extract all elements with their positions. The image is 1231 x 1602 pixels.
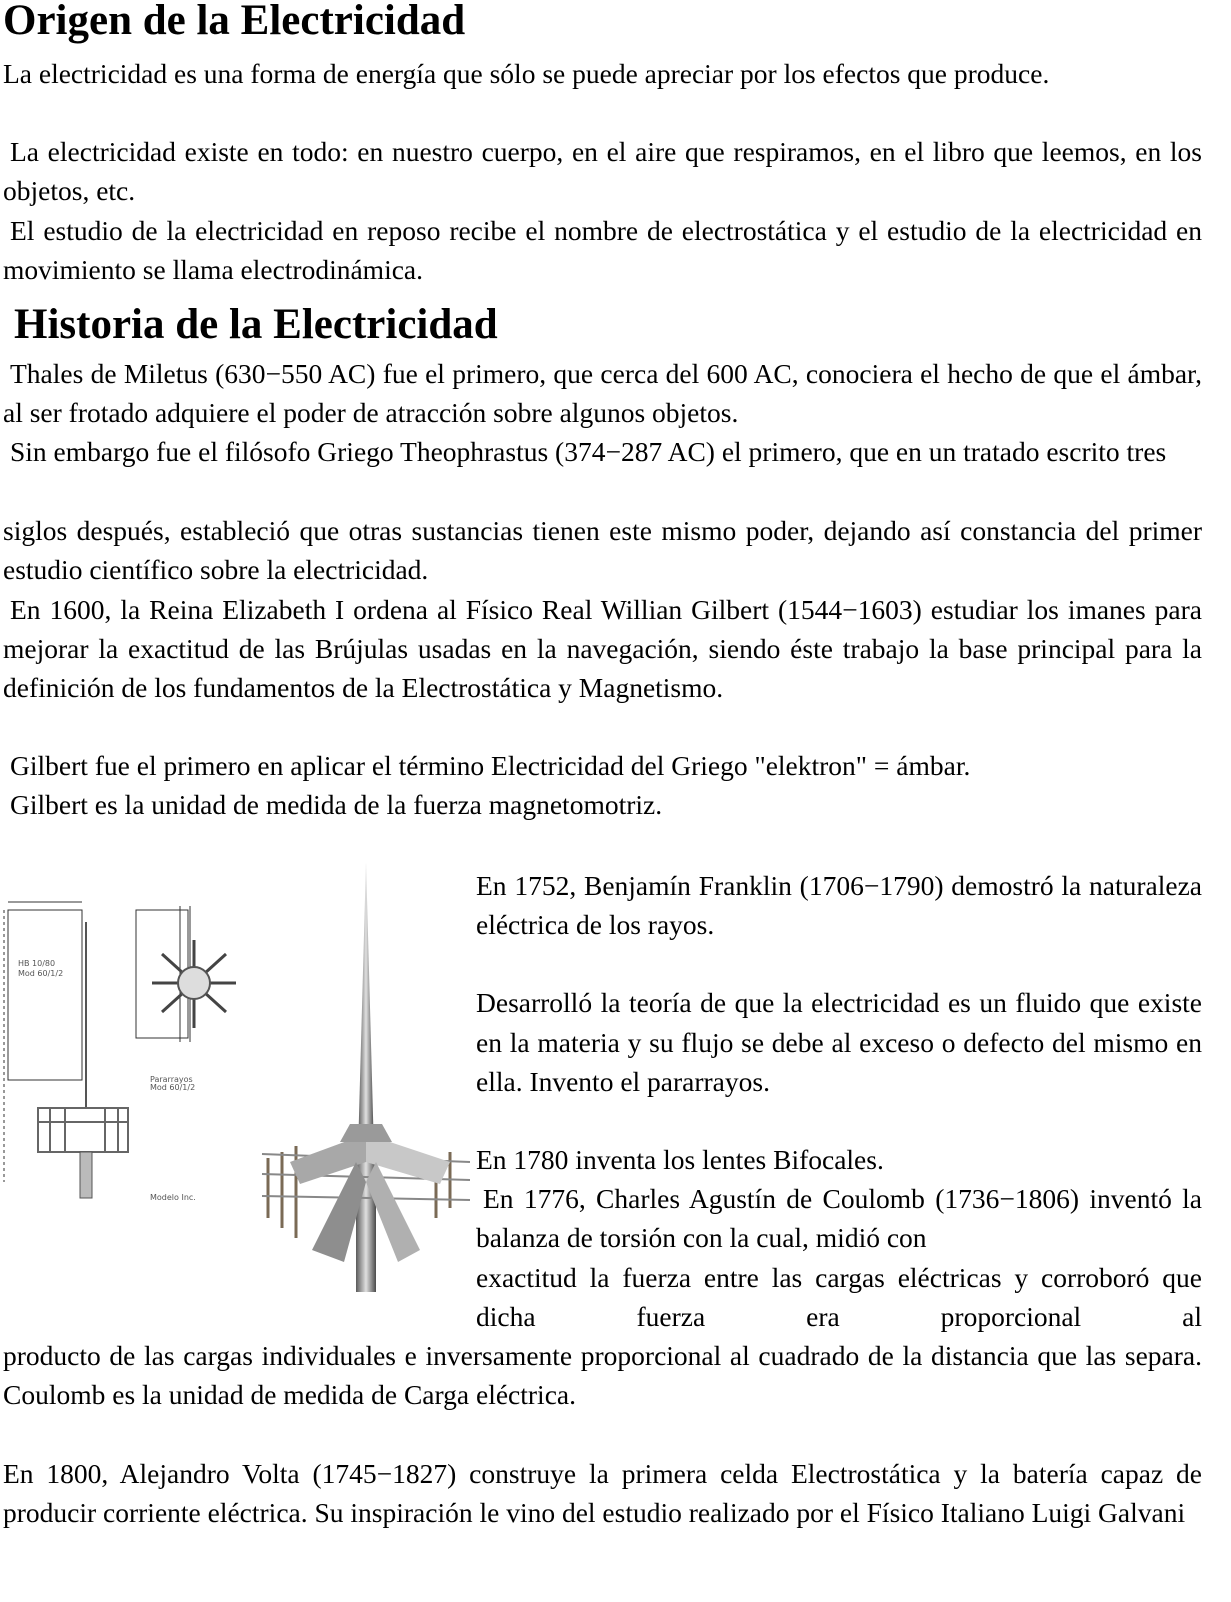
paragraph-coulomb-c: producto de las cargas individuales e inversamente proporcional al cuadrado de la distancia que las separa. Coulomb es la unidad de medida de Carga eléctrica. (3, 1340, 1202, 1411)
paragraph-magnetomotriz: Gilbert es la unidad de medida de la fuerza magnetomotriz. (10, 789, 663, 820)
heading-origen: Origen de la Electricidad (3, 0, 466, 44)
svg-text:Mod 60/1/2: Mod 60/1/2 (18, 969, 64, 978)
paragraph-existencia: La electricidad existe en todo: en nuestro cuerpo, en el aire que respiramos, en el libro que leemos, en los objetos, etc. (3, 136, 1202, 207)
lightning-rod-icon (0, 862, 470, 1302)
paragraph-definicion: La electricidad es una forma de energía que sólo se puede apreciar por los efectos que produce. (3, 58, 1050, 89)
lightning-rod-illustration (0, 862, 470, 1302)
paragraph-franklin-rayos: En 1752, Benjamín Franklin (1706−1790) demostró la naturaleza eléctrica de los rayos. (476, 870, 1202, 941)
heading-historia: Historia de la Electricidad (14, 301, 498, 348)
paragraph-franklin-teoria: Desarrolló la teoría de que la electricidad es un fluido que existe en la materia y su flujo se debe al exceso o defecto del mismo en ella. Invento el pararrayos. (476, 987, 1202, 1097)
svg-text:HB 10/80: HB 10/80 (18, 959, 56, 968)
paragraph-gilbert: En 1600, la Reina Elizabeth I ordena al Físico Real Willian Gilbert (1544−1603) estudiar los imanes para mejorar la exactitud de las Brújulas usadas en la navegación, siendo éste trabajo la base principal para la definición de los fundamentos de la Electrostática y Magnetismo. (3, 594, 1202, 704)
paragraph-theophrastus-a: Sin embargo fue el filósofo Griego Theophrastus (374−287 AC) el primero, que en un tratado escrito tres (10, 436, 1167, 467)
svg-text:Mod 60/1/2: Mod 60/1/2 (150, 1083, 196, 1092)
paragraph-estudio: El estudio de la electricidad en reposo recibe el nombre de electrostática y el estudio de la electricidad en movimiento se llama electrodinámica. (3, 215, 1202, 286)
paragraph-bifocales: En 1780 inventa los lentes Bifocales. (476, 1144, 884, 1176)
paragraph-coulomb-a: En 1776, Charles Agustín de Coulomb (1736−1806) inventó la balanza de torsión con la cual, midió con (476, 1183, 1202, 1254)
svg-text:Modelo Inc.: Modelo Inc. (150, 1193, 196, 1202)
right-text-column (476, 866, 1202, 1336)
paragraph-thales: Thales de Miletus (630−550 AC) fue el primero, que cerca del 600 AC, conociera el hecho de que el ámbar, al ser frotado adquiere el poder de atracción sobre algunos objetos. (3, 358, 1202, 429)
svg-text:Pararrayos: Pararrayos (150, 1075, 193, 1084)
paragraph-volta: En 1800, Alejandro Volta (1745−1827) construye la primera celda Electrostática y la batería capaz de producir corriente eléctrica. Su inspiración le vino del estudio realizado por el Físico Italiano Luigi Galvani (3, 1458, 1202, 1529)
paragraph-coulomb-b: exactitud la fuerza entre las cargas eléctricas y corroboró que dicha fuerza era proporcional al (476, 1261, 1202, 1332)
paragraph-elektron: Gilbert fue el primero en aplicar el término Electricidad del Griego "elektron" = ámbar. (10, 750, 971, 781)
paragraph-theophrastus-b: siglos después, estableció que otras sustancias tienen este mismo poder, dejando así constancia del primer estudio científico sobre la electricidad. (3, 515, 1202, 586)
